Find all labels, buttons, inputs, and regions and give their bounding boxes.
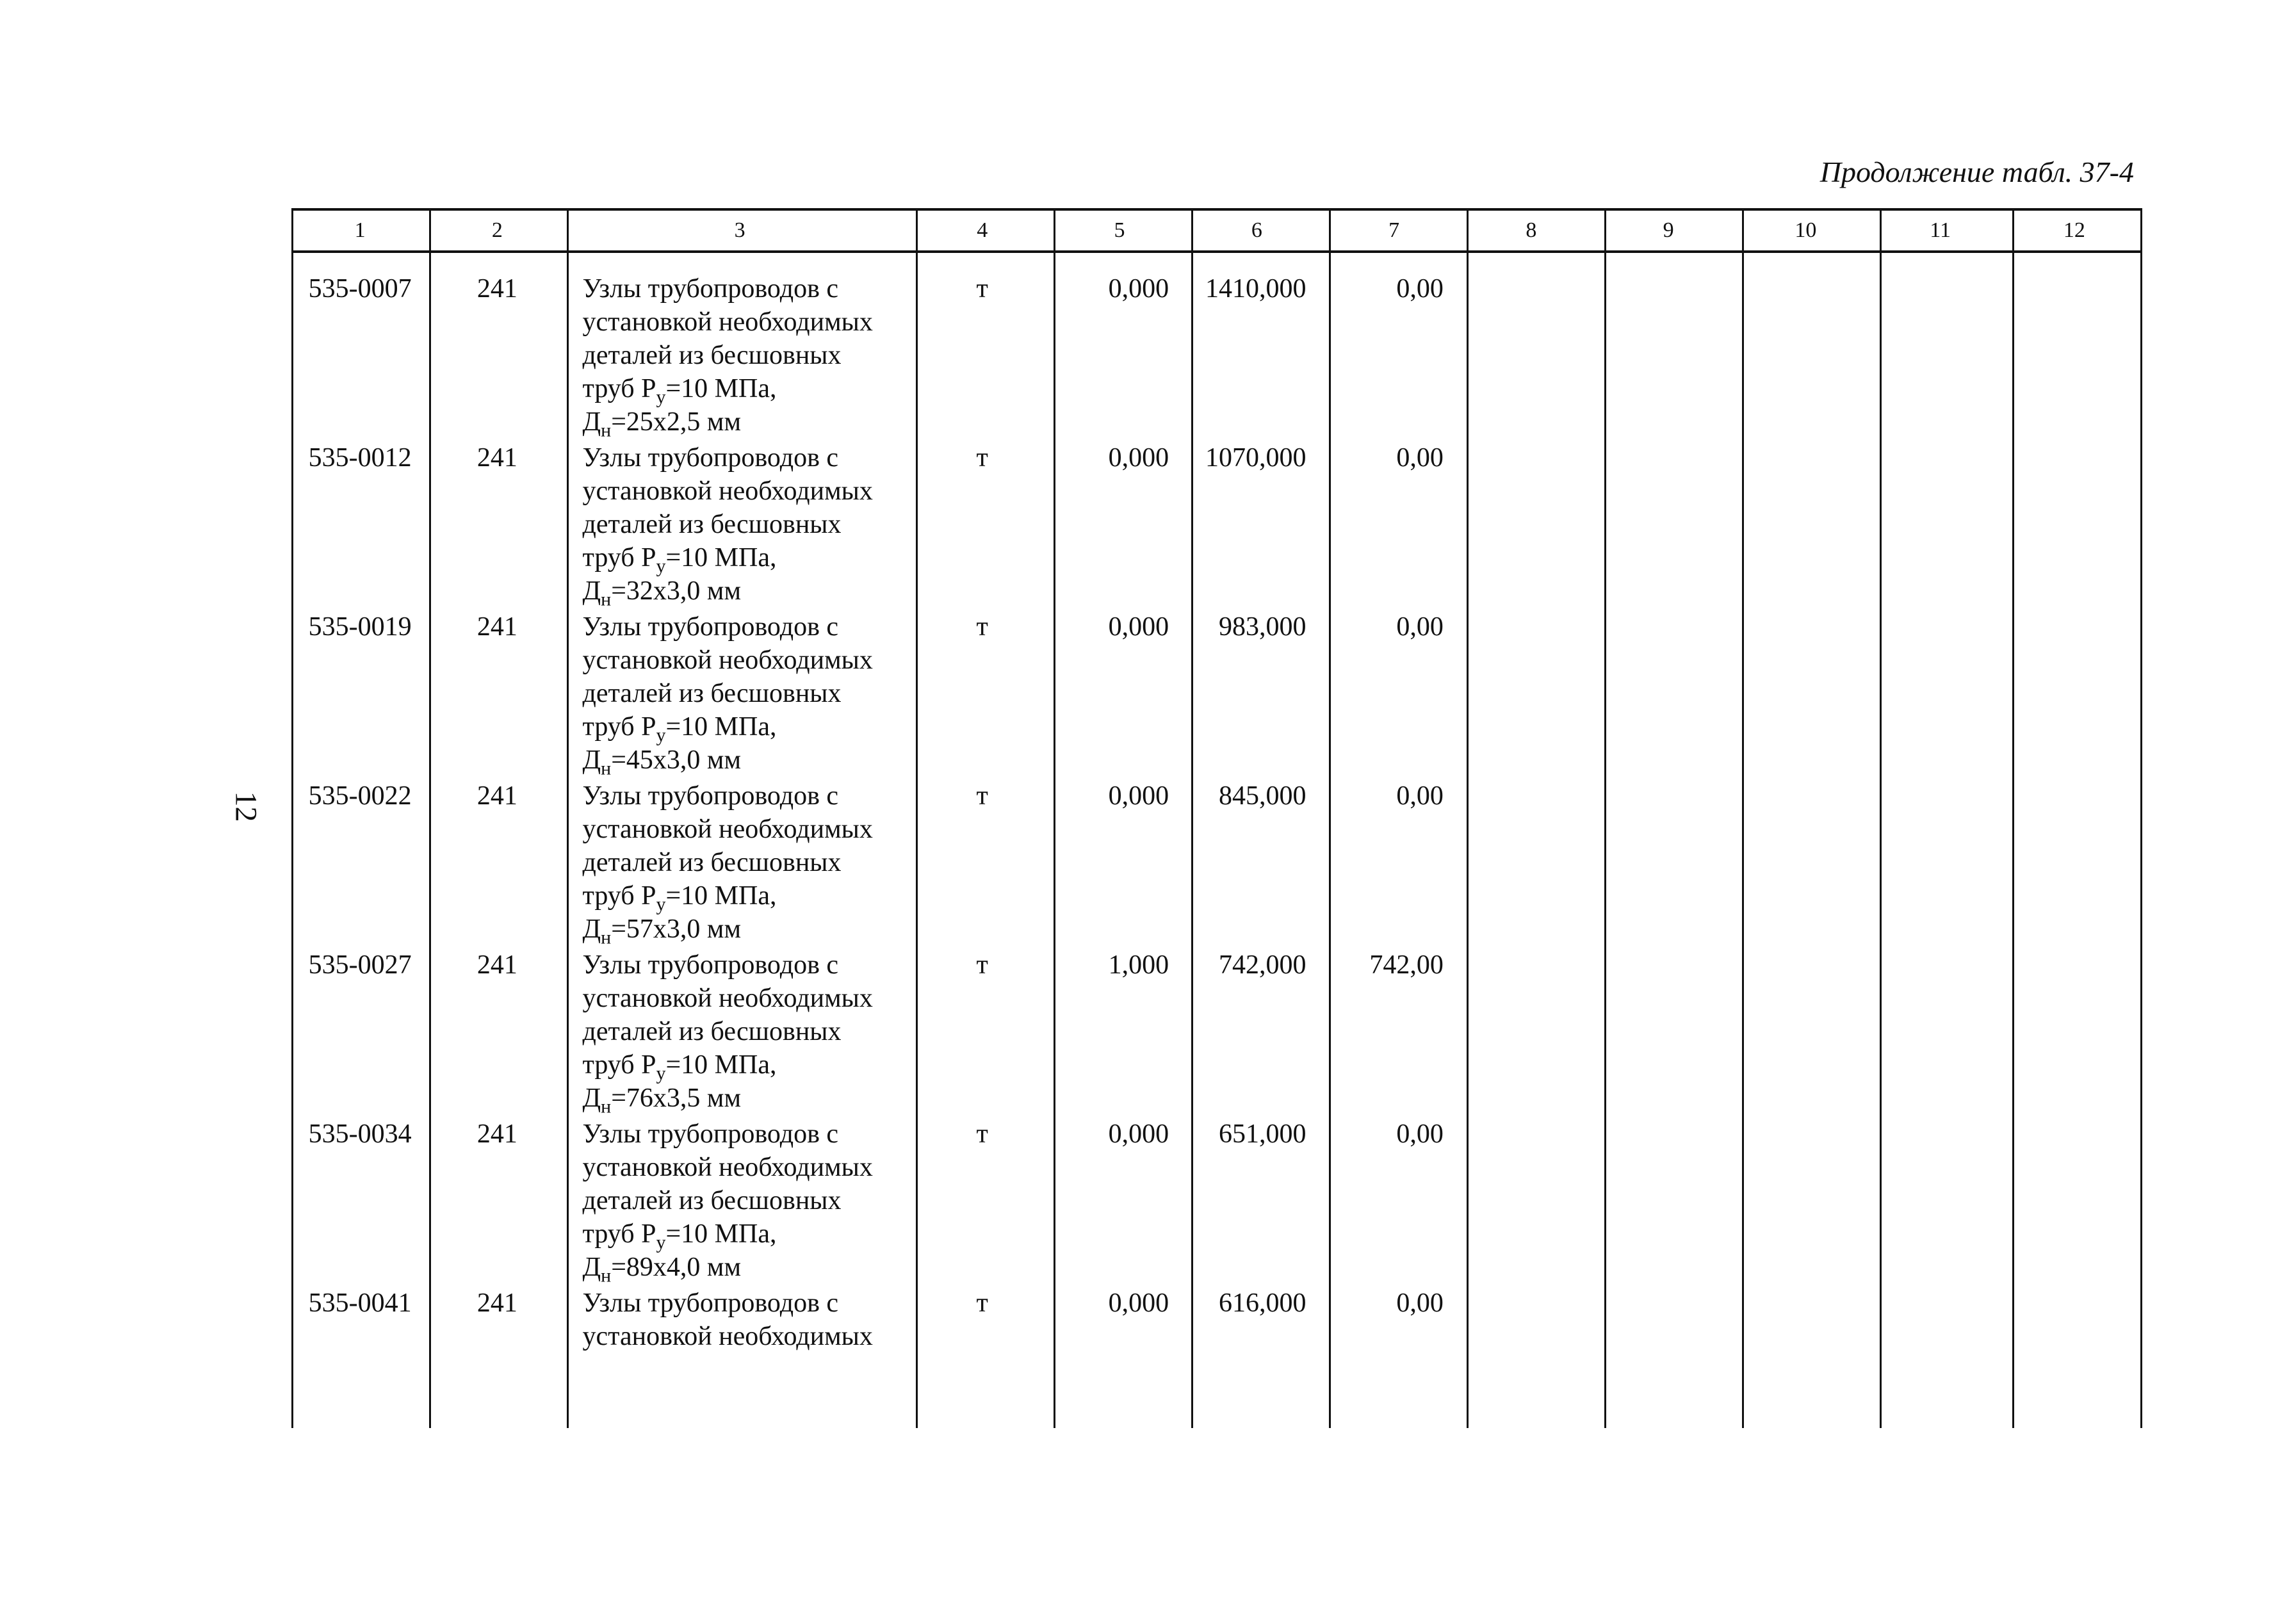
unit: т bbox=[976, 612, 988, 642]
quantity-value: 0,000 bbox=[1108, 443, 1169, 473]
resource-name bbox=[566, 253, 913, 441]
empty-cell bbox=[1463, 422, 1600, 591]
group-code: 241 bbox=[476, 1119, 517, 1149]
empty-cell bbox=[1737, 1267, 1874, 1436]
column-divider bbox=[1742, 208, 1744, 1428]
empty-cell bbox=[2006, 760, 2142, 929]
table-row bbox=[291, 1267, 2142, 1436]
diameter-line: $Д_н=25x2,5$ мм bbox=[582, 407, 742, 441]
group-code: 241 bbox=[476, 1288, 517, 1318]
column-divider bbox=[291, 208, 293, 1428]
diameter-line: $Д_н=45x3,0$ мм bbox=[582, 745, 742, 779]
header-cell-7: 7 bbox=[1388, 218, 1400, 242]
header-cell-3: 3 bbox=[734, 218, 745, 242]
resource-code: 535-0041 bbox=[308, 1288, 412, 1318]
group-code: 241 bbox=[476, 443, 517, 473]
column-divider bbox=[1880, 208, 1882, 1428]
resource-code: 535-0012 bbox=[308, 443, 412, 473]
empty-cell bbox=[2006, 1098, 2142, 1267]
empty-cell bbox=[2006, 591, 2142, 760]
empty-cell bbox=[1463, 760, 1600, 929]
empty-cell bbox=[1875, 422, 2006, 591]
resource-name bbox=[566, 1267, 913, 1436]
cost-value: 0,00 bbox=[1396, 781, 1444, 811]
empty-cell bbox=[1875, 1267, 2006, 1436]
empty-cell bbox=[1600, 1098, 1737, 1267]
column-divider bbox=[429, 208, 431, 1428]
resource-name-line: деталей из бесшовных bbox=[582, 1017, 842, 1046]
resource-name-line: установкой необходимых bbox=[582, 1153, 873, 1182]
column-divider bbox=[567, 208, 569, 1428]
quantity-value: 0,000 bbox=[1108, 781, 1169, 811]
empty-cell bbox=[2006, 253, 2142, 422]
table-caption: Продолжение табл. 37-4 bbox=[1819, 156, 2134, 188]
empty-cell bbox=[1600, 760, 1737, 929]
unit: т bbox=[976, 950, 988, 980]
resource-name-line: деталей из бесшовных bbox=[582, 510, 842, 539]
empty-cell bbox=[1463, 253, 1600, 422]
resource-name bbox=[566, 591, 913, 779]
empty-cell bbox=[1737, 929, 1874, 1098]
resource-code: 535-0022 bbox=[308, 781, 412, 811]
table-row bbox=[291, 760, 2142, 948]
column-divider bbox=[1191, 208, 1193, 1428]
empty-cell bbox=[1600, 1267, 1737, 1436]
pressure-line: труб $Р_у=10$ МПа, bbox=[582, 712, 777, 746]
resource-name-line: Узлы трубопроводов с bbox=[582, 950, 839, 980]
column-divider bbox=[1054, 208, 1055, 1428]
resource-name bbox=[566, 929, 913, 1117]
empty-cell bbox=[2006, 1267, 2142, 1436]
column-divider bbox=[2012, 208, 2014, 1428]
resource-name-line: Узлы трубопроводов с bbox=[582, 274, 839, 304]
empty-cell bbox=[1600, 422, 1737, 591]
group-code: 241 bbox=[476, 950, 517, 980]
group-code: 241 bbox=[476, 781, 517, 811]
empty-cell bbox=[2006, 422, 2142, 591]
unit: т bbox=[976, 1119, 988, 1149]
cost-value: 0,00 bbox=[1396, 1119, 1444, 1149]
table-top-border bbox=[291, 208, 2142, 211]
pressure-line: труб $Р_у=10$ МПа, bbox=[582, 1050, 777, 1084]
resource-name-line: установкой необходимых bbox=[582, 984, 873, 1013]
header-cell-10: 10 bbox=[1795, 218, 1817, 242]
price-value: 651,000 bbox=[1219, 1119, 1306, 1149]
table-row bbox=[291, 929, 2142, 1117]
resource-name bbox=[566, 422, 913, 610]
resource-code: 535-0034 bbox=[308, 1119, 412, 1149]
resource-name-line: деталей из бесшовных bbox=[582, 679, 842, 708]
cost-value: 742,00 bbox=[1369, 950, 1444, 980]
resource-name-line: установкой необходимых bbox=[582, 815, 873, 844]
header-cell-9: 9 bbox=[1663, 218, 1674, 242]
empty-cell bbox=[1875, 929, 2006, 1098]
unit: т bbox=[976, 443, 988, 473]
table-row bbox=[291, 253, 2142, 441]
resource-name-line: Узлы трубопроводов с bbox=[582, 1288, 839, 1318]
price-value: 1070,000 bbox=[1205, 443, 1306, 473]
diameter-line: $Д_н=89x4,0$ мм bbox=[582, 1253, 742, 1287]
table-row bbox=[291, 1098, 2142, 1287]
empty-cell bbox=[1737, 760, 1874, 929]
quantity-value: 0,000 bbox=[1108, 1119, 1169, 1149]
header-cell-11: 11 bbox=[1930, 218, 1951, 242]
table-row bbox=[291, 422, 2142, 610]
cost-value: 0,00 bbox=[1396, 274, 1444, 304]
empty-cell bbox=[1737, 1098, 1874, 1267]
empty-cell bbox=[2006, 929, 2142, 1098]
column-divider bbox=[916, 208, 918, 1428]
header-cell-6: 6 bbox=[1251, 218, 1262, 242]
empty-cell bbox=[1600, 929, 1737, 1098]
resource-name-line: Узлы трубопроводов с bbox=[582, 781, 839, 811]
price-value: 845,000 bbox=[1219, 781, 1306, 811]
page-number: 12 bbox=[229, 791, 263, 822]
empty-cell bbox=[1737, 253, 1874, 422]
pressure-line: труб $Р_у=10$ МПа, bbox=[582, 374, 777, 408]
cost-value: 0,00 bbox=[1396, 1288, 1444, 1318]
quantity-value: 0,000 bbox=[1108, 612, 1169, 642]
empty-cell bbox=[1875, 253, 2006, 422]
resource-name bbox=[566, 760, 913, 948]
empty-cell bbox=[1737, 422, 1874, 591]
column-divider bbox=[1467, 208, 1469, 1428]
header-cell-5: 5 bbox=[1114, 218, 1125, 242]
pressure-line: труб $Р_у=10$ МПа, bbox=[582, 1219, 777, 1253]
price-value: 1410,000 bbox=[1205, 274, 1306, 304]
resource-name-line: установкой необходимых bbox=[582, 476, 873, 506]
header-bottom-border bbox=[291, 250, 2142, 253]
pressure-line: труб $Р_у=10$ МПа, bbox=[582, 881, 777, 915]
unit: т bbox=[976, 781, 988, 811]
empty-cell bbox=[1463, 929, 1600, 1098]
header-cell-2: 2 bbox=[491, 218, 503, 242]
cost-value: 0,00 bbox=[1396, 612, 1444, 642]
empty-cell bbox=[1600, 253, 1737, 422]
table-body bbox=[291, 253, 2142, 1428]
column-divider bbox=[2140, 208, 2142, 1428]
column-divider bbox=[1604, 208, 1606, 1428]
diameter-line: $Д_н=32x3,0$ мм bbox=[582, 576, 742, 610]
group-code: 241 bbox=[476, 612, 517, 642]
price-value: 983,000 bbox=[1219, 612, 1306, 642]
empty-cell bbox=[1463, 591, 1600, 760]
header-cell-12: 12 bbox=[2063, 218, 2085, 242]
empty-cell bbox=[1875, 760, 2006, 929]
price-table bbox=[291, 208, 2142, 1428]
quantity-value: 1,000 bbox=[1108, 950, 1169, 980]
quantity-value: 0,000 bbox=[1108, 1288, 1169, 1318]
resource-code: 535-0007 bbox=[308, 274, 412, 304]
table-row bbox=[291, 591, 2142, 779]
group-code: 241 bbox=[476, 274, 517, 304]
price-value: 742,000 bbox=[1219, 950, 1306, 980]
unit: т bbox=[976, 274, 988, 304]
table-header bbox=[291, 208, 2142, 250]
resource-name-line: установкой необходимых bbox=[582, 307, 873, 337]
resource-name bbox=[566, 1098, 913, 1287]
pressure-line: труб $Р_у=10$ МПа, bbox=[582, 543, 777, 577]
unit: т bbox=[976, 1288, 988, 1318]
resource-name-line: Узлы трубопроводов с bbox=[582, 1119, 839, 1149]
header-cell-8: 8 bbox=[1526, 218, 1537, 242]
empty-cell bbox=[1875, 1098, 2006, 1267]
diameter-line: $Д_н=76x3,5$ мм bbox=[582, 1084, 742, 1117]
resource-code: 535-0027 bbox=[308, 950, 412, 980]
price-value: 616,000 bbox=[1219, 1288, 1306, 1318]
empty-cell bbox=[1463, 1267, 1600, 1436]
diameter-line: $Д_н=57x3,0$ мм bbox=[582, 914, 742, 948]
column-divider bbox=[1329, 208, 1331, 1428]
empty-cell bbox=[1600, 591, 1737, 760]
empty-cell bbox=[1463, 1098, 1600, 1267]
quantity-value: 0,000 bbox=[1108, 274, 1169, 304]
resource-name-line: установкой необходимых bbox=[582, 1322, 873, 1351]
resource-name-line: установкой необходимых bbox=[582, 646, 873, 675]
empty-cell bbox=[1737, 591, 1874, 760]
resource-name-line: Узлы трубопроводов с bbox=[582, 443, 839, 473]
resource-name-line: Узлы трубопроводов с bbox=[582, 612, 839, 642]
resource-name-line: деталей из бесшовных bbox=[582, 341, 842, 370]
resource-name-line: деталей из бесшовных bbox=[582, 1186, 842, 1215]
resource-code: 535-0019 bbox=[308, 612, 412, 642]
header-cell-4: 4 bbox=[977, 218, 988, 242]
resource-name-line: деталей из бесшовных bbox=[582, 848, 842, 877]
empty-cell bbox=[1875, 591, 2006, 760]
header-cell-1: 1 bbox=[354, 218, 366, 242]
cost-value: 0,00 bbox=[1396, 443, 1444, 473]
